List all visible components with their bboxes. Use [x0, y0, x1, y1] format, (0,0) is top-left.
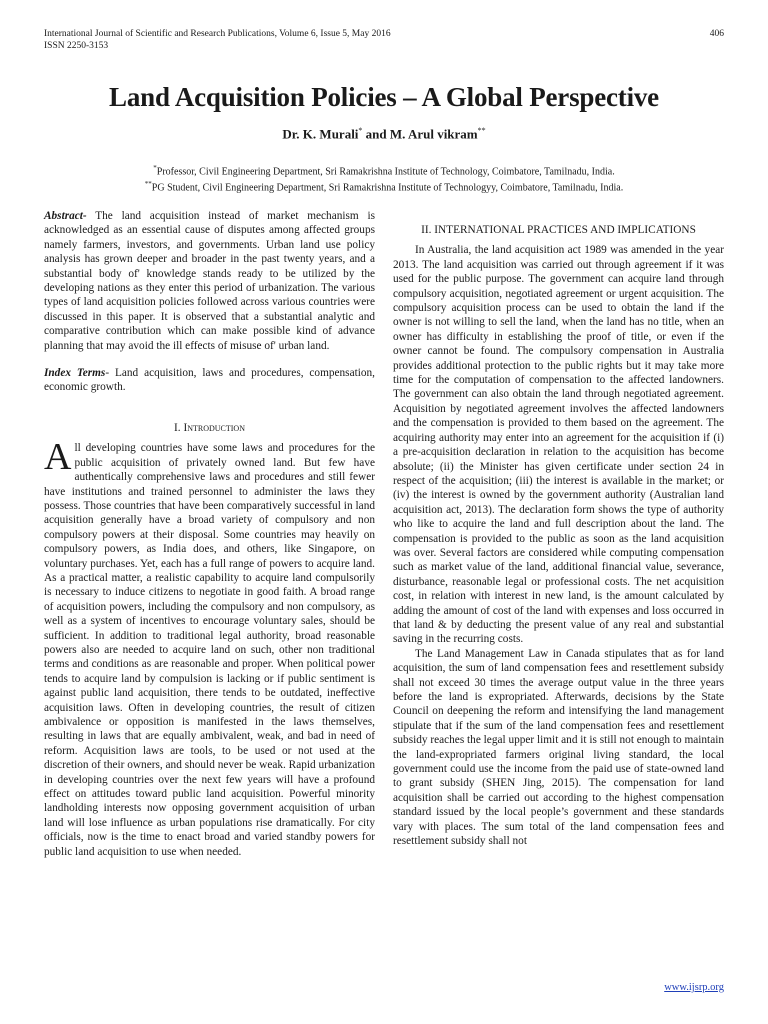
author-1: Dr. K. Murali — [282, 126, 359, 142]
author-1-mark: * — [358, 126, 363, 135]
right-column — [393, 209, 724, 848]
affiliation-2-mark: ** — [144, 180, 152, 189]
author-line — [0, 126, 768, 142]
running-header — [44, 28, 724, 52]
affiliation-1-mark: * — [153, 164, 157, 172]
page-number: 406 — [709, 29, 724, 39]
index-terms-label: Index Terms — [44, 367, 106, 380]
affiliations — [0, 162, 768, 195]
affiliation-2 — [0, 178, 768, 194]
drop-cap: A — [44, 436, 72, 479]
author-conjunction: and — [362, 126, 390, 142]
index-terms-text: - Land acquisition, laws and procedures, compensation, economic growth. — [44, 367, 375, 394]
introduction-paragraph — [44, 436, 375, 859]
journal-line: International Journal of Scientific and Research Publications, Volume 6, Issue 5, May 2016 — [44, 29, 391, 39]
issn-line: ISSN 2250-3153 — [44, 41, 109, 51]
abstract — [44, 209, 375, 353]
paper-title: Land Acquisition Policies – A Global Perspective — [109, 82, 659, 112]
index-terms — [44, 366, 375, 395]
affiliation-2-text: PG Student, Civil Engineering Department, Sri Ramakrishna Institute of Technologyy, Coimbatore, Tamilnadu, India. — [151, 182, 624, 194]
introduction-text: ll developing countries have some laws and procedures for the public acquisition of privately owned land. But few have authentically comprehensive laws and procedures and still fewer have institutions and trained personnel to administer the laws they possess. Those countries that have been comparatively successful in land acquisition generally have a broad variety of compulsory and non compulsory powers at their disposal. Some countries may heavily on compulsory powers, as India does, and others, like Singapore, on voluntary purchases. Yet, each has a full range of powers to acquire land. As a practical matter, a realistic capability to acquire land compulsorily is necessary to induce citizens to negotiate in good faith. A broad range of acquisition powers, including the compulsory and non compulsory, as well as a system of incentives to encourage voluntary sales, should be sufficient. In addition to traditional legal authority, broad reasonable powers also are needed to acquire land on such, other non traditional terms and conditions as are reasonable and proper. When political power tends to acquire land by compulsion is lacking or if public sentiment is against public land acquisition, there tends to be outdated, ineffective acquisition laws. Often in developing countries, the result of citizen ambivalence or opposition is manifested in the laws themselves, resulting in laws that are equally ambivalent, weak, and bad in need of reform. Acquisition laws are tools, to be used or not used at the discretion of their owners, and should never be weak. Rapid urbanization in developing countries over the next few years will have a profound effect on attitudes toward public land acquisition. Powerful minority landholding interests now opposing government acquisition of urban land will lose influence as urban populations rise dramatically. For city officials, now is the time to enact broad and varied standby powers for public land acquisition to use when needed. — [44, 442, 375, 858]
author-2: M. Arul vikram — [389, 126, 478, 142]
affiliation-1-text: Professor, Civil Engineering Department, Sri Ramakrishna Institute of Technology, Coimbatore, Tamilnadu, India. — [156, 166, 615, 178]
affiliation-1 — [0, 162, 768, 178]
australia-paragraph: In Australia, the land acquisition act 1989 was amended in the year 2013. The land acquisition was carried out through agreement if it was used for the public purpose. The government can acquire land through compulsory acquisition, negotiated agreement or urgent acquisition. The compulsory acquisition process can be used to obtain the land if the owner is not willing to sell the land, when the land has no title, when an owner has difficulty in establishing the proof of title, or even if the owner cannot be found. The compulsory compensation in Australia provides additional protection to the public rights but it may take more time for the computation of compensation to the affected landowners. The government can also obtain the land through negotiated agreement. Acquisition by negotiated agreement involves the affected landowners and the compensation is provided to them based on the agreement. The acquiring authority may enter into an agreement for the acquisition if (i) a pre-acquisition declaration in relation to the acquisition has become absolute; (ii) the Minister has given certificate under section 24 in respect of the acquisition; (iii) the interest is available in the market; or (iv) the interest is owned by the government authority (Australian land acquisition act, 2013). The declaration form shows the type of authority who like to acquire the land and full description about the land. The compensation is provided to the public as soon as the land acquisition was over. Several factors are considered while computing compensation such as market value of the land, additional financial value, severance, disturbance, reasonable legal or professional costs. The net acquisition cost, in relation with interest in new land, is the amount calculated by adding the amount of cost of the land with expenses and loss occurred in that land & by deducting the present value of any real and substantial saving in the recurring costs. — [393, 244, 724, 646]
section-1-initial: I — [183, 421, 188, 434]
section-1-heading — [44, 421, 375, 435]
section-1-title-rest: ntroduction — [187, 421, 245, 434]
abstract-label: Abstract- — [44, 210, 87, 222]
section-1-number: I. — [174, 421, 184, 434]
journal-website-link[interactable]: www.ijsrp.org — [664, 982, 724, 993]
left-column — [44, 209, 375, 859]
author-2-mark: ** — [477, 126, 486, 135]
abstract-text: The land acquisition instead of market mechanism is acknowledged as an essential cause of disputes among affected groups namely farmers, investors, and governments. Urban land use policy analysis has grown deeper and broader in the past twenty years, and a substantial body of' knowledge stands ready to be utilized by the developing nations as they enter this period of urbanization. The various types of land acquisition policies followed across various countries were discussed in this paper. It is observed that a substantial analytic and comparative contribution which can make possible kind of advance planning that may avoid the ill effects of misuse of' urban land. — [44, 210, 375, 352]
canada-paragraph: The Land Management Law in Canada stipulates that as for land acquisition, the sum of land compensation fees and resettlement subsidy shall not exceed 30 times the average output value in the three years before the land is expropriated. Afterwards, decisions by the State Council on deepening the reform and intensifying the land management stipulate that if the sum of the land compensation fees and resettlement subsidy reaches the legal upper limit and it is still not enough to maintain the land-expropriated farmers original living standard, the local government could use the income from the paid use of state-owned land to grant subsidy (SHEN Jing, 2015). The compensation for land acquisition shall be carried out according to the highest compensation standard issued by the local people’s government and these standards vary with places. The sum total of the land compensation fees and resettlement subsidy shall not — [393, 647, 725, 848]
section-2-heading: II. INTERNATIONAL PRACTICES AND IMPLICATIONS — [421, 224, 696, 236]
